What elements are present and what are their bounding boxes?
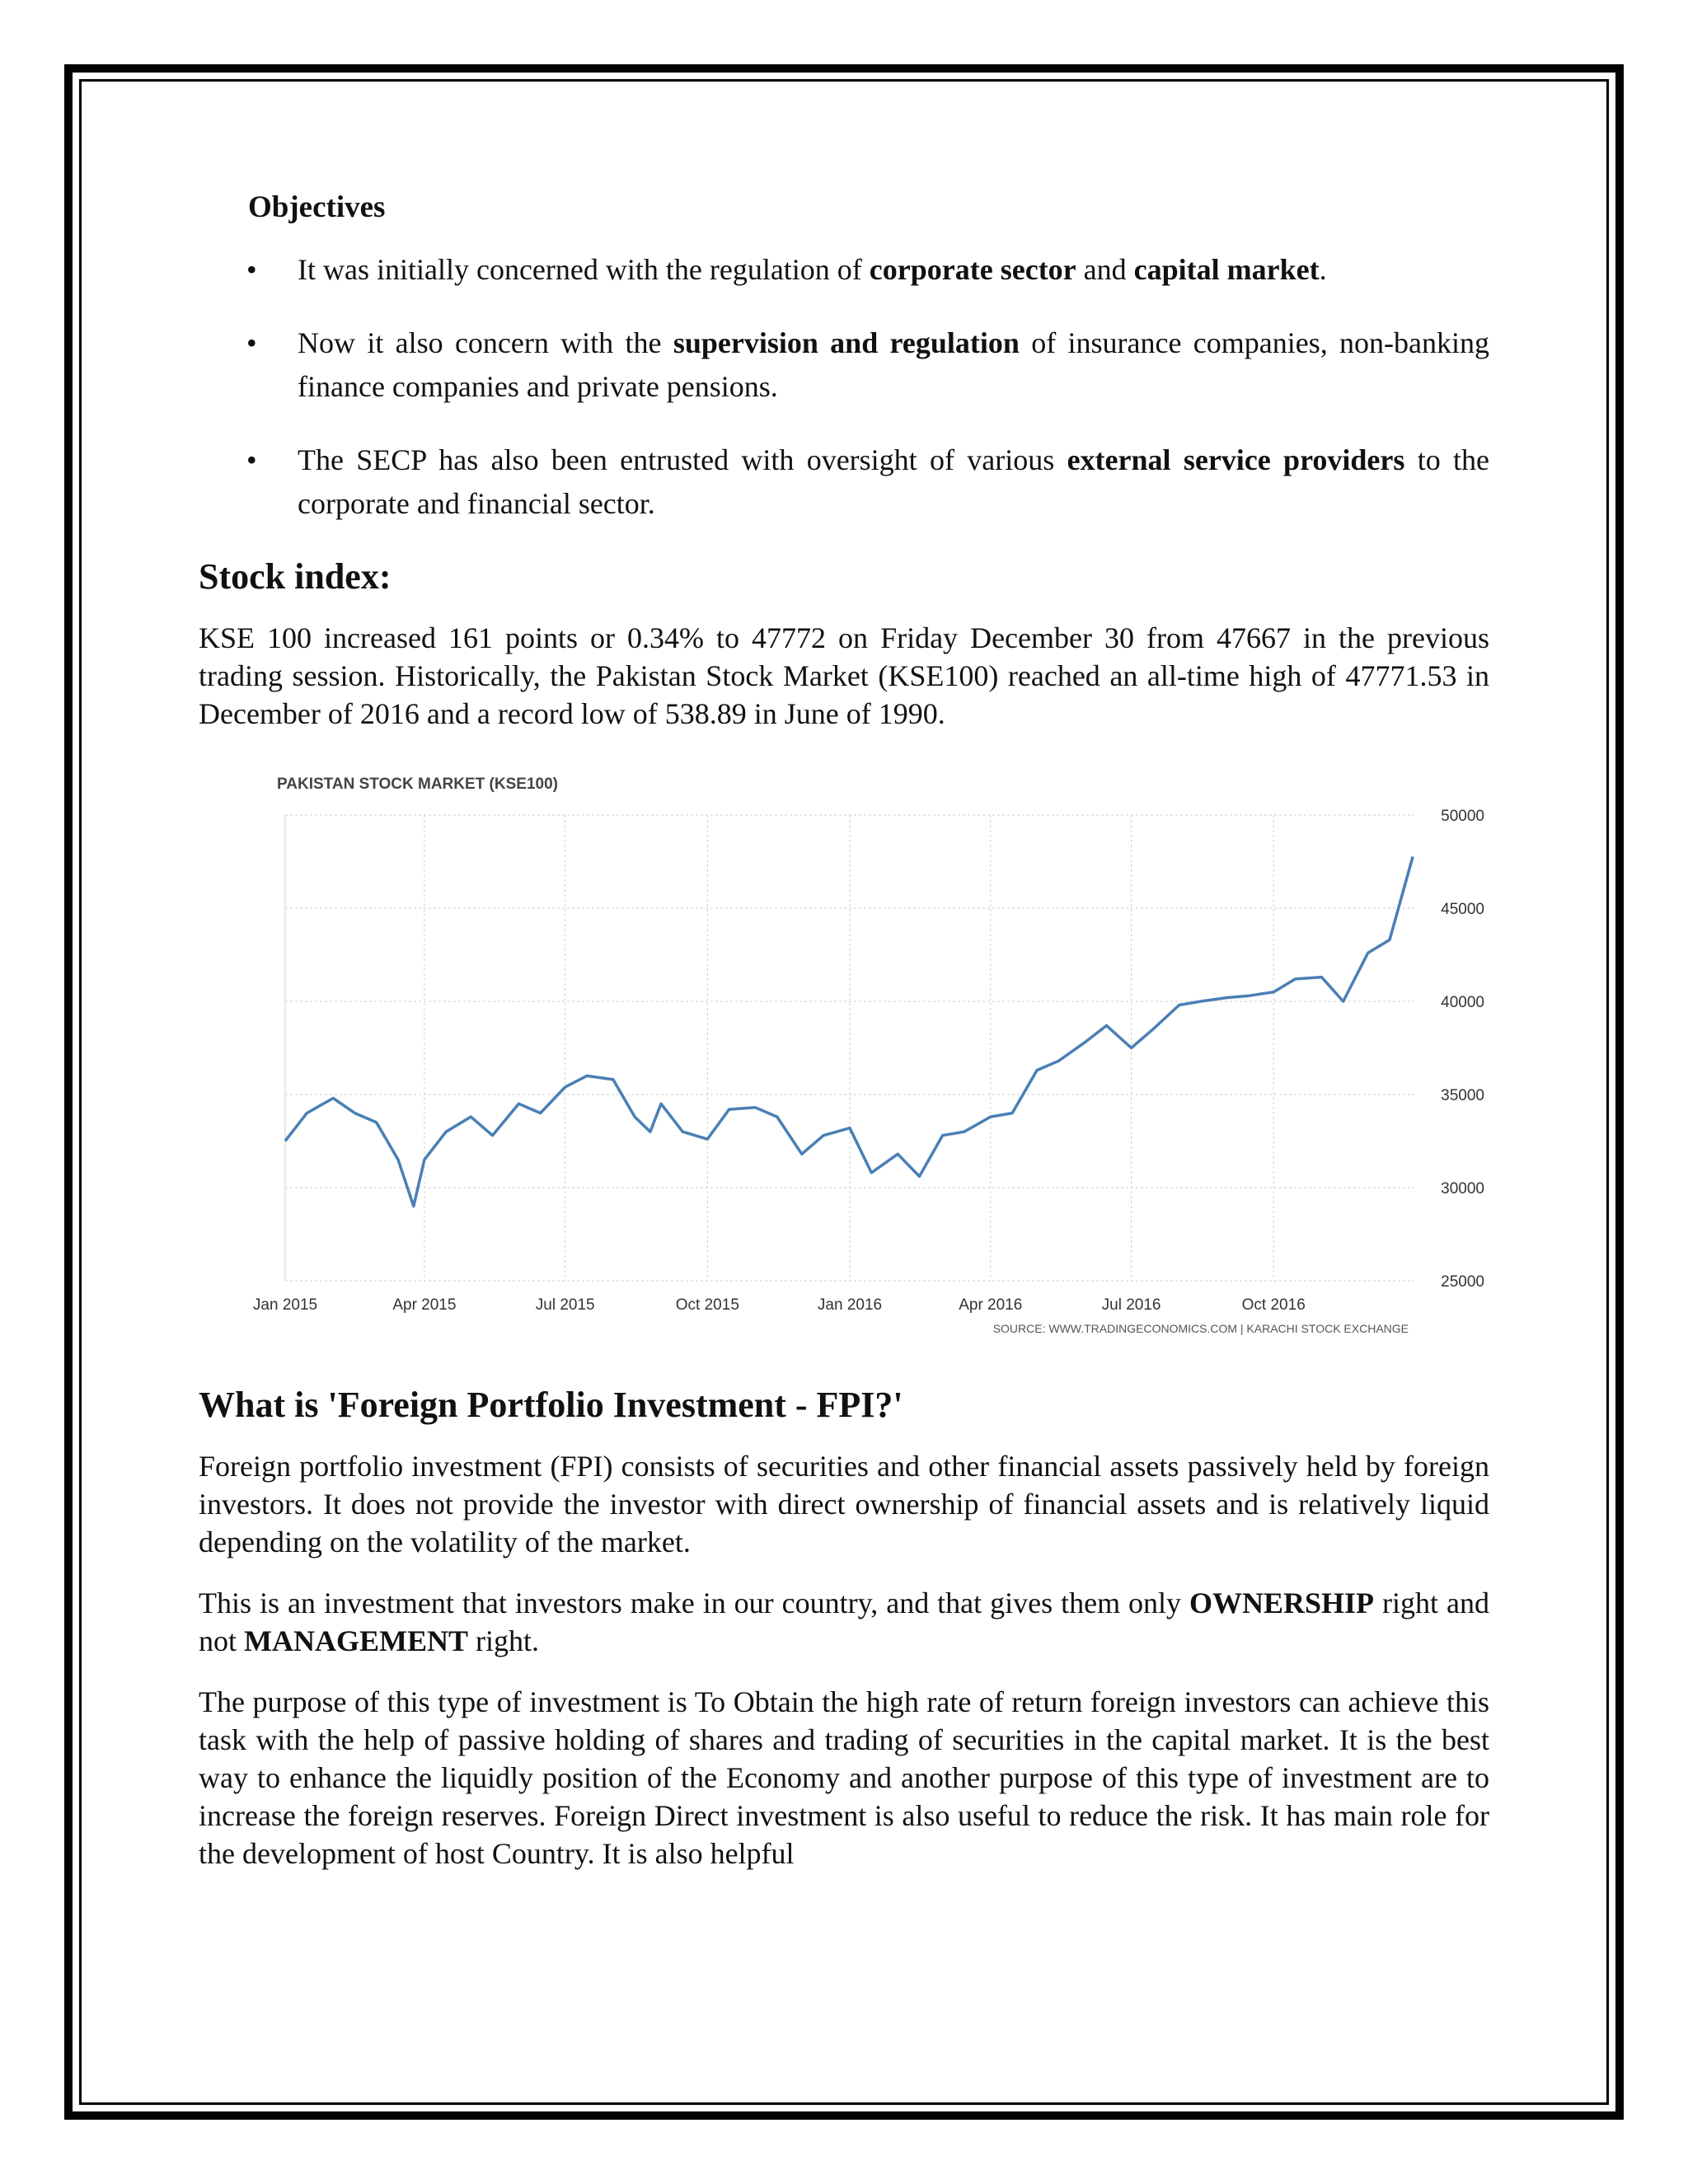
chart-y-ticks xyxy=(1441,808,1484,1291)
text-run: of insurance companies, non-banking finance companies and private pensions. xyxy=(298,326,1490,403)
fpi-paragraph-2 xyxy=(199,1584,1489,1660)
y-tick-label: 30000 xyxy=(1441,1180,1484,1197)
chart-title: PAKISTAN STOCK MARKET (KSE100) xyxy=(277,776,558,793)
text-run: right and not xyxy=(199,1586,1489,1657)
bold-phrase: OWNERSHIP xyxy=(1189,1586,1375,1619)
bold-phrase: supervision and regulation xyxy=(673,326,1020,359)
text-run: to the corporate and financial sector. xyxy=(298,443,1489,520)
objectives-list xyxy=(199,248,1489,526)
y-tick-label: 45000 xyxy=(1441,901,1484,918)
objectives-title: Objectives xyxy=(248,190,386,224)
fpi-paragraph-3: The purpose of this type of investment is To Obtain the high rate of return foreign investors can achieve this task with the help of passive holding of shares and trading of securities in the capital market. It is the best way to enhance the liquidly position of the Economy and another purpose of this type of investment are to increase the foreign reserves. Foreign Direct investment is also useful to reduce the risk. It has main role for the development of host Country. It is also helpful xyxy=(199,1685,1489,1870)
chart-series-line xyxy=(285,856,1413,1206)
y-tick-label: 25000 xyxy=(1441,1273,1484,1291)
text-run: . xyxy=(1319,253,1327,286)
chart-source: SOURCE: WWW.TRADINGECONOMICS.COM | KARACHI STOCK EXCHANGE xyxy=(992,1322,1409,1335)
y-tick-label: 35000 xyxy=(1441,1087,1484,1104)
chart-grid xyxy=(285,815,1414,1281)
x-tick-label: Jan 2015 xyxy=(252,1296,318,1314)
text-run: Now it also concern with the xyxy=(298,326,673,359)
bold-phrase: MANAGEMENT xyxy=(244,1624,469,1657)
bullet-icon: • xyxy=(246,443,257,476)
text-run: right. xyxy=(468,1624,540,1657)
x-tick-label: Jul 2015 xyxy=(535,1296,595,1314)
stock-index-heading: Stock index: xyxy=(199,556,392,597)
chart-x-ticks xyxy=(253,1296,1306,1314)
objective-item-3 xyxy=(199,438,1489,526)
x-tick-label: Jan 2016 xyxy=(817,1296,883,1314)
objective-item-1 xyxy=(199,248,1489,292)
bold-phrase: capital market xyxy=(1133,253,1320,286)
kse100-chart-svg xyxy=(199,766,1489,1343)
fpi-heading: What is 'Foreign Portfolio Investment - FPI?' xyxy=(199,1385,903,1425)
objective-item-2 xyxy=(199,321,1489,409)
y-tick-label: 40000 xyxy=(1441,994,1484,1011)
x-tick-label: Oct 2016 xyxy=(1241,1296,1306,1314)
bold-phrase: external service providers xyxy=(1067,443,1405,476)
x-tick-label: Apr 2016 xyxy=(959,1296,1023,1314)
text-run: This is an investment that investors make in our country, and that gives them only xyxy=(199,1586,1190,1619)
text-run: The SECP has also been entrusted with oversight of various xyxy=(298,443,1067,476)
kse100-chart xyxy=(199,766,1489,1343)
x-tick-label: Oct 2015 xyxy=(675,1296,739,1314)
x-tick-label: Jul 2016 xyxy=(1101,1296,1161,1314)
fpi-paragraph-1: Foreign portfolio investment (FPI) consists of securities and other financial assets passively held by foreign investors. It does not provide the investor with direct ownership of financial assets and is relatively liquid depending on the volatility of the market. xyxy=(199,1450,1489,1558)
x-tick-label: Apr 2015 xyxy=(392,1296,457,1314)
bullet-icon: • xyxy=(246,253,257,286)
page-content xyxy=(199,190,1489,1896)
text-run: and xyxy=(1076,253,1134,286)
bold-phrase: corporate sector xyxy=(869,253,1076,286)
bullet-icon: • xyxy=(246,326,257,359)
y-tick-label: 50000 xyxy=(1441,808,1484,825)
stock-index-paragraph: KSE 100 increased 161 points or 0.34% to 47772 on Friday December 30 from 47667 in the previous trading session. Historically, the Pakistan Stock Market (KSE100) reached an all-time high of 47771.53 in December of 2016 and a record low of 538.89 in June of 1990. xyxy=(199,621,1489,730)
text-run: It was initially concerned with the regulation of xyxy=(298,253,870,286)
